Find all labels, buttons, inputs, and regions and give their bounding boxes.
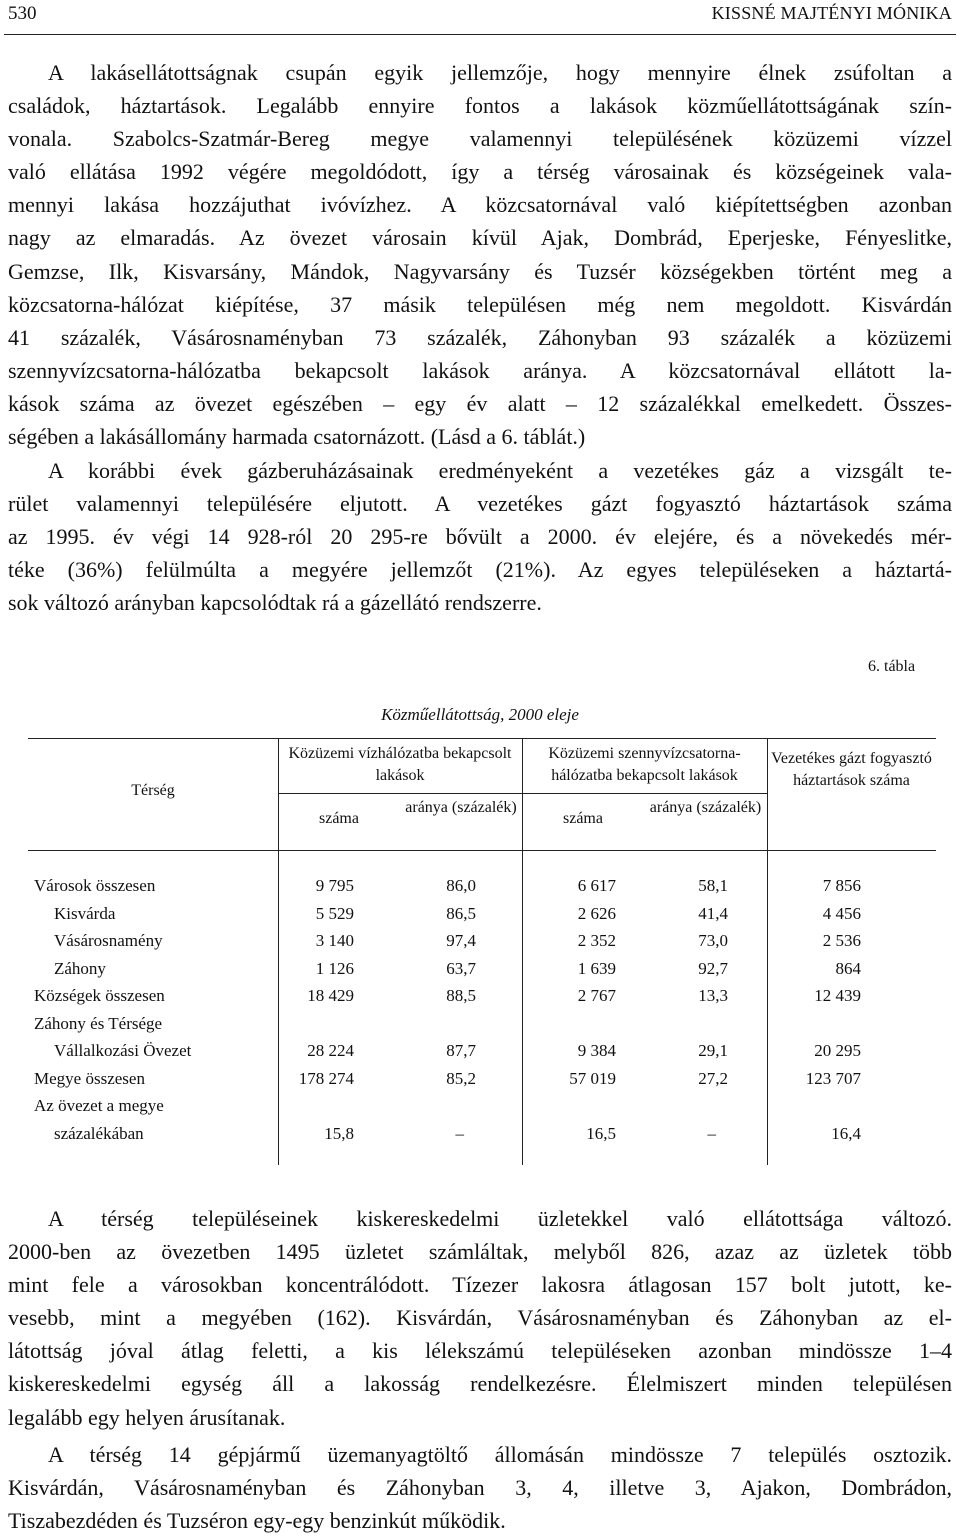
paragraph-4 xyxy=(8,1438,952,1537)
cell-gas: 123 707 xyxy=(805,1068,861,1088)
text-line: 41 százalék, Vásárosnaményban 73 százalék, Záhonyban 93 százalék a közüzemi xyxy=(8,324,952,350)
text-line: legalább egy helyen árusítanak. xyxy=(8,1404,286,1430)
table-title: Közműellátottság, 2000 eleje xyxy=(381,705,579,724)
cell-water-num: 9 795 xyxy=(315,876,354,895)
text-line: A lakásellátottságnak csupán egyik jellemzője, hogy mennyire élnek zsúfoltan a xyxy=(48,60,952,85)
row-label: Záhony xyxy=(54,958,106,978)
cell-sewer-pct: 92,7 xyxy=(698,958,728,978)
cell-water-pct: 85,2 xyxy=(446,1068,476,1088)
row-label: Záhony és Térsége xyxy=(34,1013,163,1033)
cell-sewer-pct: 41,4 xyxy=(698,903,728,923)
cell-water-num: 3 140 xyxy=(315,931,354,950)
text-line: szennyvízcsatorna-hálózatba bekapcsolt lakások aránya. A közcsatornával ellátott la- xyxy=(8,357,952,383)
row-label: Az övezet a megye xyxy=(34,1096,164,1115)
paragraph-3 xyxy=(8,1202,952,1434)
cell-water-pct: 88,5 xyxy=(446,986,476,1005)
cell-gas: 7 856 xyxy=(822,876,861,895)
cell-gas: 864 xyxy=(835,958,861,978)
text-line: kiskereskedelmi egység áll a lakosság rendelkezésre. Élelmiszert minden településen xyxy=(8,1371,952,1397)
cell-water-pct: 87,7 xyxy=(446,1041,476,1060)
row-label: Megye összesen xyxy=(34,1068,145,1088)
cell-water-num: 178 274 xyxy=(298,1068,354,1088)
text-line: A korábbi évek gázberuházásainak eredményeként a vezetékes gáz a vizsgált te- xyxy=(48,458,952,483)
cell-gas: 20 295 xyxy=(814,1041,861,1060)
header-water-pct: aránya (százalék) xyxy=(405,799,517,816)
cell-gas: 2 536 xyxy=(822,931,861,950)
text-line: az 1995. év végi 14 928-ról 20 295-re bővült a 2000. év elejére, és a növekedés mér- xyxy=(8,524,952,550)
table-mid-rule xyxy=(278,793,767,794)
text-line: A térség 14 gépjármű üzemanyagtöltő állomásán mindössze 7 település osztozik. xyxy=(48,1442,952,1467)
cell-sewer-pct: 27,2 xyxy=(698,1068,728,1088)
text-line: téke (36%) felülmúlta a megyére jellemzőt (21%). Az egyes településeken a háztartá- xyxy=(8,557,952,583)
text-line: vonala. Szabolcs-Szatmár-Bereg megye valamennyi településének közüzemi vízzel xyxy=(8,126,952,152)
cell-sewer-num: 2 767 xyxy=(577,986,616,1005)
text-line: mint fele a városokban koncentrálódott. Tízezer lakosra átlagosan 157 bolt jutott, ke- xyxy=(8,1272,952,1298)
text-line: Tiszabezdéden és Tuzséron egy-egy benzinkút működik. xyxy=(8,1508,506,1534)
cell-sewer-num: 16,5 xyxy=(586,1123,616,1143)
page-header xyxy=(8,3,954,31)
header-water-num: száma xyxy=(319,810,359,827)
text-line: való ellátása 1992 végére megoldódott, így a térség városainak és községeinek vala- xyxy=(8,159,952,185)
cell-gas: 16,4 xyxy=(831,1123,861,1143)
text-line: vesebb, mint a megyében (162). Kisvárdán, Vásárosnaményban és Záhonyban az el- xyxy=(8,1305,952,1331)
cell-water-num: 15,8 xyxy=(324,1123,354,1143)
cell-sewer-num: 6 617 xyxy=(577,876,616,895)
text-line: A térség településeinek kiskereskedelmi üzletekkel való ellátottsága változó. xyxy=(48,1206,952,1231)
header-terseg: Térség xyxy=(131,782,175,799)
text-line: nagy az elmaradás. Az övezet városain kívül Ajak, Dombrád, Eperjeske, Fényeslitke, xyxy=(8,225,952,251)
text-line: sok változó arányban kapcsolódtak rá a gázellátó rendszerre. xyxy=(8,590,542,616)
cell-water-num: 28 224 xyxy=(307,1041,354,1060)
text-line: látottság jóval átlag feletti, a kis lélekszámú településeken azonban mindössze 1–4 xyxy=(8,1338,952,1364)
header-sewer-group: Közüzemi szennyvízcsatorna-hálózatba bekapcsolt lakások xyxy=(548,745,741,784)
cell-water-pct: 86,5 xyxy=(446,903,476,923)
cell-sewer-pct: 13,3 xyxy=(698,986,728,1005)
paragraph-2 xyxy=(8,454,952,619)
cell-water-num: 5 529 xyxy=(315,903,354,923)
table-label: 6. tábla xyxy=(868,658,916,675)
text-line: 2000-ben az övezetben 1495 üzletet számláltak, melyből 826, azaz az üzletek több xyxy=(8,1239,952,1265)
text-line: Gemzse, Ilk, Kisvarsány, Mándok, Nagyvarsány és Tuzsér községekben történt meg a xyxy=(8,258,952,284)
text-line: családok, háztartások. Legalább ennyire fontos a lakások közműellátottságának szín- xyxy=(8,93,952,119)
text-line: kások száma az övezet egészében – egy év alatt – 12 százalékkal emelkedett. Összes- xyxy=(8,390,952,416)
row-label: Vásárosnamény xyxy=(54,931,163,950)
cell-water-pct: 97,4 xyxy=(446,931,476,950)
cell-sewer-pct: 73,0 xyxy=(698,931,728,950)
table-top-rule xyxy=(28,738,936,739)
header-sewer-num: száma xyxy=(563,810,603,827)
cell-water-pct: 63,7 xyxy=(446,958,476,978)
cell-sewer-num: 2 352 xyxy=(577,931,616,950)
cell-sewer-num: 2 626 xyxy=(577,903,616,923)
header-sewer-pct: aránya (százalék) xyxy=(649,799,762,816)
cell-water-num: 18 429 xyxy=(307,986,354,1005)
row-label: Kisvárda xyxy=(54,903,116,923)
header-rule xyxy=(4,34,956,35)
text-line: rület valamennyi településére eljutott. A vezetékes gázt fogyasztó háztartások száma xyxy=(8,491,952,517)
text-line: mennyi lakása hozzájuthat ivóvízhez. A közcsatornával való kiépítettségben azonban xyxy=(8,192,952,218)
cell-water-pct: – xyxy=(455,1123,464,1143)
cell-sewer-pct: – xyxy=(707,1123,716,1143)
cell-water-pct: 86,0 xyxy=(446,876,476,895)
cell-gas: 4 456 xyxy=(822,903,861,923)
row-label-continued: Vállalkozási Övezet xyxy=(54,1041,192,1060)
cell-sewer-num: 57 019 xyxy=(569,1068,616,1088)
text-line: közcsatorna-hálózat kiépítése, 37 másik településen még nem megoldott. Kisvárdán xyxy=(8,291,952,317)
row-label: Községek összesen xyxy=(34,986,165,1005)
row-label-continued: százalékában xyxy=(54,1123,144,1143)
header-water-group: Közüzemi vízhálózatba bekapcsolt lakások xyxy=(288,745,512,784)
cell-sewer-num: 1 639 xyxy=(577,958,616,978)
cell-sewer-pct: 29,1 xyxy=(698,1041,728,1060)
running-head: KISSNÉ MAJTÉNYI MÓNIKA xyxy=(711,3,952,23)
row-label: Városok összesen xyxy=(34,876,156,895)
cell-gas: 12 439 xyxy=(814,986,861,1005)
text-line: Kisvárdán, Vásárosnaményban és Záhonyban 3, 4, illetve 3, Ajakon, Dombrádon, xyxy=(8,1475,952,1501)
page-number: 530 xyxy=(8,3,37,24)
paragraph-1 xyxy=(8,56,952,453)
table-header-rule xyxy=(28,850,936,851)
header-gas: Vezetékes gázt fogyasztó háztartások száma xyxy=(771,750,932,789)
cell-water-num: 1 126 xyxy=(315,958,354,978)
cell-sewer-pct: 58,1 xyxy=(698,876,728,895)
cell-sewer-num: 9 384 xyxy=(577,1041,616,1060)
text-line: ségében a lakásállomány harmada csatornázott. (Lásd a 6. táblát.) xyxy=(8,424,586,450)
